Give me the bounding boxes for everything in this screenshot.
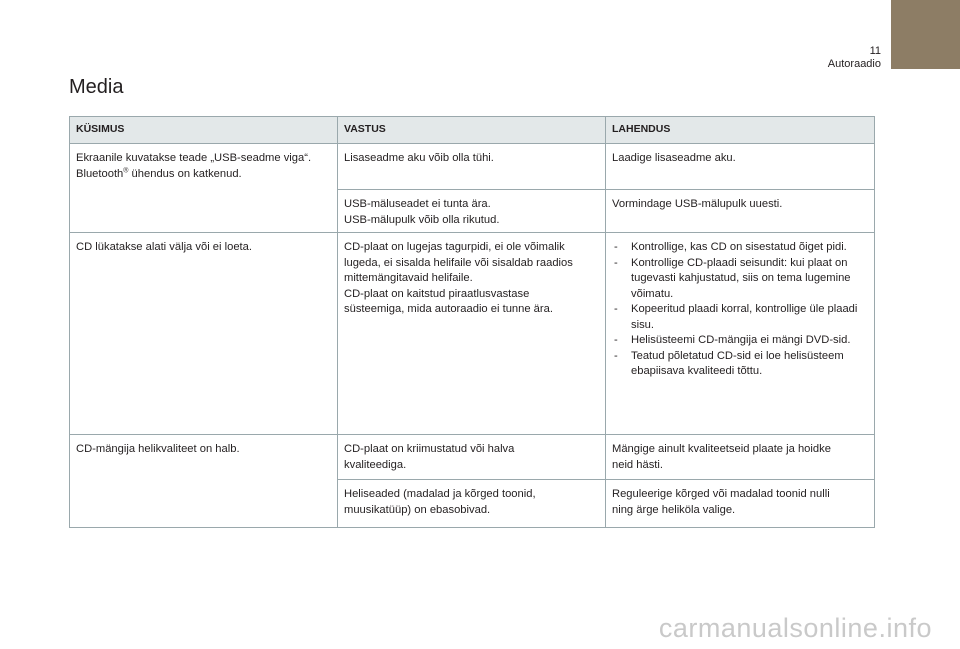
question-cell xyxy=(70,144,338,233)
answer-text: USB-mäluseadet ei tunta ära. xyxy=(344,198,491,210)
chapter-tab xyxy=(891,0,960,69)
solution-list-item: - Kopeeritud plaadi korral, kontrollige üle plaadi sisu. xyxy=(612,302,868,333)
question-cell xyxy=(70,233,338,435)
solution-cell xyxy=(606,435,875,480)
table-header-row xyxy=(70,117,875,144)
answer-cell xyxy=(338,144,606,190)
watermark-text: carmanualsonline.info xyxy=(658,613,932,643)
header-solution: LAHENDUS xyxy=(606,117,875,144)
question-text: CD lükatakse alati välja või ei loeta. xyxy=(76,241,252,253)
question-text-part: Bluetooth xyxy=(76,167,124,180)
answer-text: muusikatüüp) on ebasobivad. xyxy=(344,503,491,516)
table-row xyxy=(70,435,875,480)
question-text-part: ühendus on katkenud. xyxy=(128,167,242,180)
page-title: Media xyxy=(69,76,124,98)
answer-text: CD-plaat on kaitstud piraatlusvastase xyxy=(344,287,530,300)
solution-text: ning ärge heliköla valige. xyxy=(612,503,736,516)
question-text xyxy=(76,167,331,183)
answer-text: Heliseaded (madalad ja kõrged toonid, xyxy=(344,488,536,500)
solution-text: Laadige lisaseadme aku. xyxy=(612,152,736,164)
header-question: KÜSIMUS xyxy=(70,117,338,144)
answer-cell xyxy=(338,233,606,435)
answer-text: süsteemiga, mida autoraadio ei tunne ära. xyxy=(344,303,553,315)
solution-cell xyxy=(606,144,875,190)
solution-list-item: - Kontrollige, kas CD on sisestatud õiget pidi. xyxy=(612,240,868,256)
question-cell xyxy=(70,435,338,528)
table-row xyxy=(70,233,875,435)
solution-list-item: - Kontrollige CD-plaadi seisundit: kui plaat on tugevasti kahjustatud, siis on tema lugemine võimatu. xyxy=(612,256,868,303)
question-text: CD-mängija helikvaliteet on halb. xyxy=(76,443,240,455)
answer-text: USB-mälupulk võib olla rikutud. xyxy=(344,213,500,226)
solution-text: Reguleerige kõrged või madalad toonid nulli xyxy=(612,488,830,500)
solution-text: neid hästi. xyxy=(612,458,663,471)
solution-text: Vormindage USB-mälupulk uuesti. xyxy=(612,198,783,210)
registered-mark: ® xyxy=(123,166,129,174)
solution-list xyxy=(612,240,868,380)
answer-text: mittemängitavaid helifaile. xyxy=(344,272,473,284)
answer-cell xyxy=(338,480,606,528)
solution-cell xyxy=(606,233,875,435)
page-number: 11 xyxy=(869,45,881,57)
answer-cell xyxy=(338,190,606,233)
solution-list-item: - Helisüsteemi CD-mängija ei mängi DVD-sid. xyxy=(612,333,868,349)
solution-cell xyxy=(606,480,875,528)
solution-list-item: - Teatud põletatud CD-sid ei loe helisüsteem ebapiisava kvaliteedi tõttu. xyxy=(612,349,868,380)
table-row xyxy=(70,144,875,190)
section-label: Autoraadio xyxy=(827,58,881,70)
answer-text: kvaliteediga. xyxy=(344,458,407,471)
answer-text: Lisaseadme aku võib olla tühi. xyxy=(344,152,494,164)
answer-text: CD-plaat on kriimustatud või halva xyxy=(344,443,515,455)
answer-text: lugeda, ei sisalda helifaile või sisaldab raadios xyxy=(344,256,573,269)
solution-cell xyxy=(606,190,875,233)
watermark xyxy=(0,612,960,644)
answer-cell xyxy=(338,435,606,480)
answer-text: CD-plaat on lugejas tagurpidi, ei ole võimalik xyxy=(344,241,565,253)
faq-table xyxy=(69,116,875,528)
header-answer: VASTUS xyxy=(338,117,606,144)
solution-text: Mängige ainult kvaliteetseid plaate ja hoidke xyxy=(612,443,831,455)
question-text: Ekraanile kuvatakse teade „USB-seadme viga“. xyxy=(76,152,312,164)
